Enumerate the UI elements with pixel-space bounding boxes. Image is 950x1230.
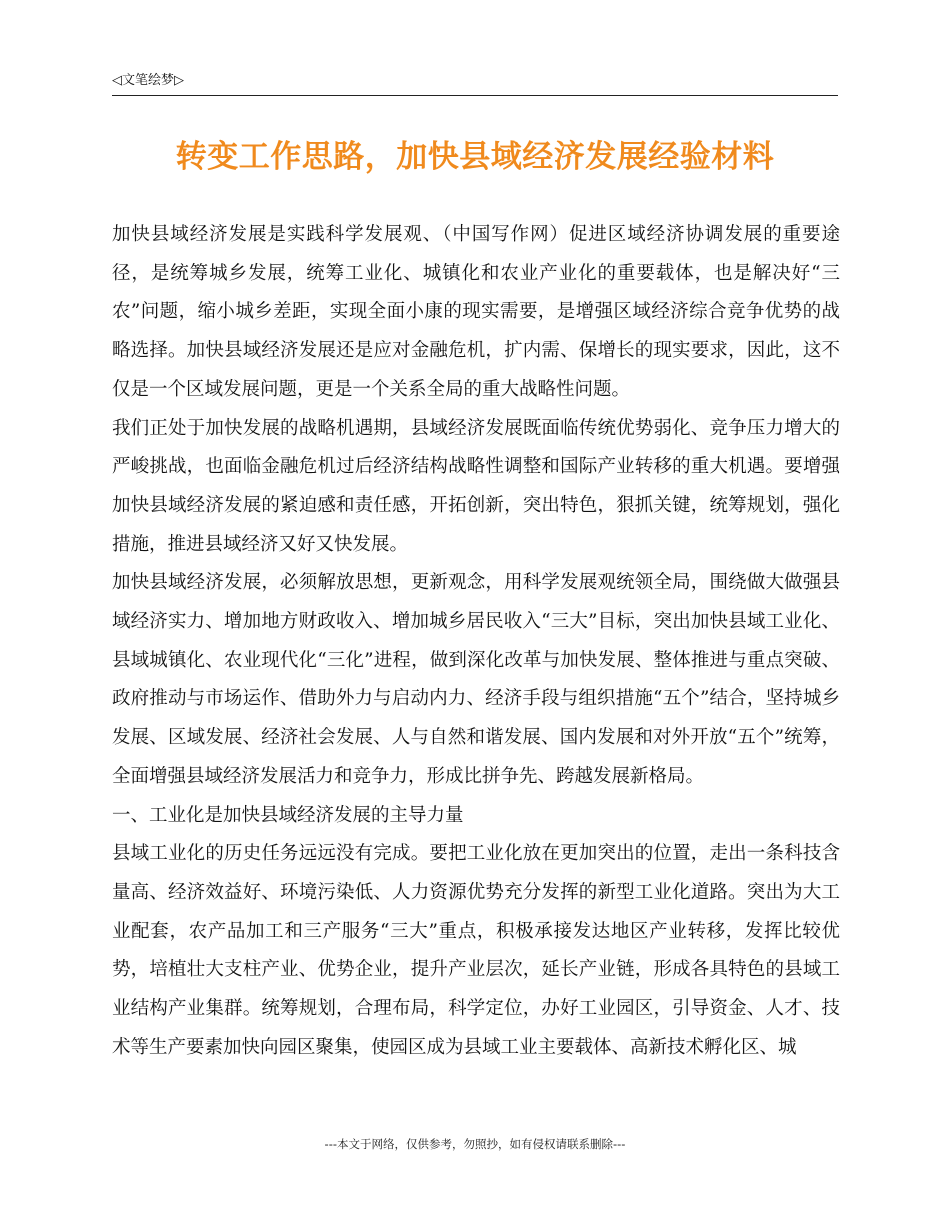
paragraph: 加快县域经济发展是实践科学发展观、（中国写作网）促进区域经济协调发展的重要途径，是统筹城乡发展，统筹工业化、城镇化和农业产业化的重要载体，也是解决好“三农”问题，缩小城乡差距，实现全面小康的现实需要，是增强区域经济综合竞争优势的战略选择。加快县域经济发展还是应对金融危机，扩内需、保增长的现实要求，因此，这不仅是一个区域发展问题，更是一个关系全局的重大战略性问题。: [112, 224, 840, 400]
paragraph: 我们正处于加快发展的战略机遇期，县域经济发展既面临传统优势弱化、竞争压力增大的严峻挑战，也面临金融危机过后经济结构战略性调整和国际产业转移的重大机遇。要增强加快县域经济发展的紧迫感和责任感，开拓创新，突出特色，狠抓关键，统筹规划，强化措施，推进县域经济又好又快发展。: [112, 417, 840, 555]
paragraph: 县域工业化的历史任务远远没有完成。要把工业化放在更加突出的位置，走出一条科技含量高、经济效益好、环境污染低、人力资源优势充分发挥的新型工业化道路。突出为大工业配套，农产品加工和三产服务“三大”重点，积极承接发达地区产业转移，发挥比较优势，培植壮大支柱产业、优势企业，提升产业层次，延长产业链，形成各具特色的县域工业结构产业集群。统筹规划，合理布局，科学定位，办好工业园区，引导资金、人才、技术等生产要素加快向园区聚集，使园区成为县域工业主要载体、高新技术孵化区、城: [112, 843, 840, 1058]
paragraph: 加快县域经济发展，必须解放思想，更新观念，用科学发展观统领全局，围绕做大做强县域经济实力、增加地方财政收入、增加城乡居民收入“三大”目标，突出加快县域工业化、县域城镇化、农业现代化“三化”进程，做到深化改革与加快发展、整体推进与重点突破、政府推动与市场运作、借助外力与启动内力、经济手段与组织措施“五个”结合，坚持城乡发展、区域发展、经济社会发展、人与自然和谐发展、国内发展和对外开放“五个”统筹，全面增强县域经济发展活力和竞争力，形成比拼争先、跨越发展新格局。: [112, 572, 840, 787]
document-title: 转变工作思路，加快县域经济发展经验材料: [175, 139, 775, 175]
footer-disclaimer: ---本文于网络，仅供参考，勿照抄，如有侵权请联系删除---: [324, 1137, 626, 1151]
header-divider: [112, 95, 838, 96]
header-brand: ◁文笔绘梦▷: [112, 73, 184, 88]
section-heading: 一、工业化是加快县域经济发展的主导力量: [112, 804, 464, 826]
document-body: [112, 216, 840, 1067]
